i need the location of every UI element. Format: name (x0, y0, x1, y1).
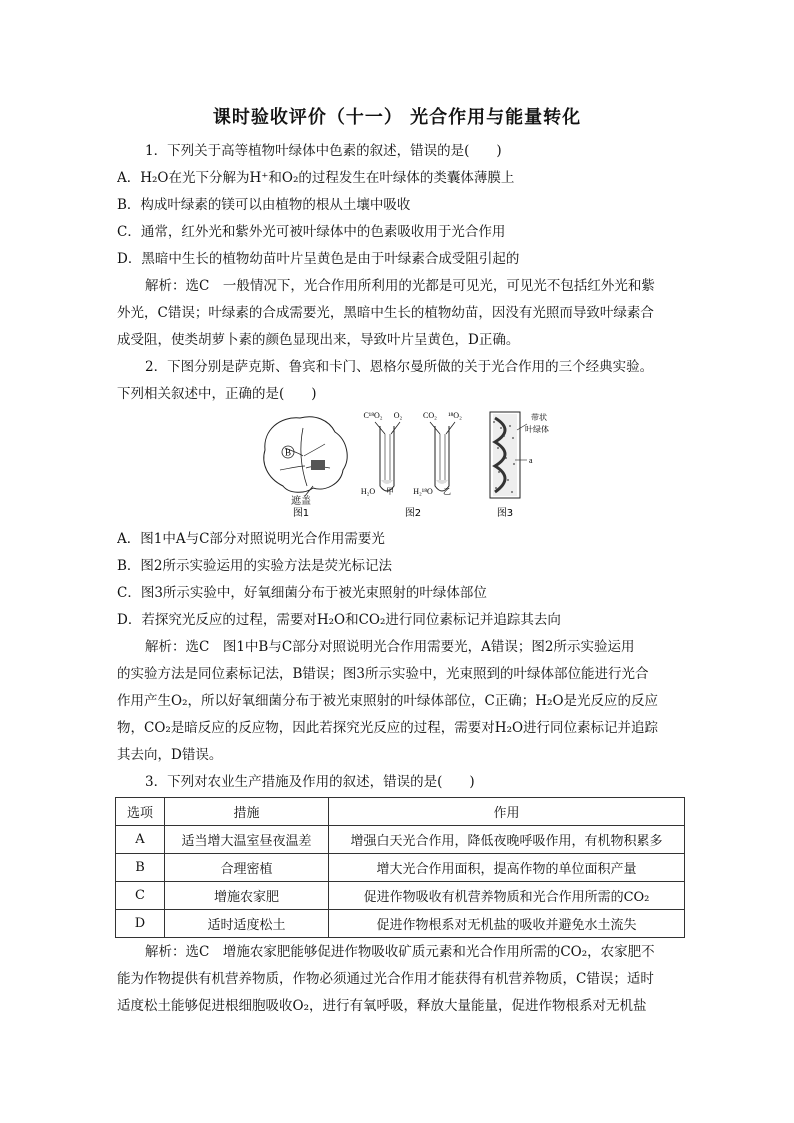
fig3-a-label: a (529, 456, 533, 465)
experiment-figure (255, 408, 555, 518)
q2-analysis-line: 其去向，D错误。 (117, 747, 223, 763)
q1-analysis-line: 解析：选C 一般情况下，光合作用所利用的光都是可见光，可见光不包括红外光和紫 (145, 278, 655, 294)
fig3-chloroplast-label: 叶绿体 (525, 425, 549, 434)
fig1-cover-label: 遮盖 (291, 496, 311, 507)
fig3-label: 图3 (496, 508, 514, 518)
tube1-output-label: O₂ (393, 411, 403, 420)
q1-option-a: A．H₂O在光下分解为H⁺和O₂的过程发生在叶绿体的类囊体薄膜上 (117, 170, 515, 186)
algae-illustration (490, 412, 549, 518)
q2-option-c: C．图3所示实验中，好氧细菌分布于被光束照射的叶绿体部位 (117, 585, 487, 601)
table-header: 作用 (329, 798, 685, 826)
tube1-input-label: C¹⁸O₂ (363, 411, 383, 420)
table-header-row (116, 798, 685, 826)
q2-option-a: A．图1中A与C部分对照说明光合作用需要光 (117, 531, 385, 547)
q3-analysis-line: 解析：选C 增施农家肥能够促进作物吸收矿质元素和光合作用所需的CO₂，农家肥不 (145, 944, 655, 960)
table-header: 措施 (165, 798, 329, 826)
table-cell: A (116, 826, 165, 854)
options-table (115, 797, 685, 938)
tube2-output-label: ¹⁸O₂ (448, 411, 462, 420)
q2-analysis-line: 解析：选C 图1中B与C部分对照说明光合作用需要光，A错误；图2所示实验运用 (145, 639, 635, 655)
q1-option-d: D．黑暗中生长的植物幼苗叶片呈黄色是由于叶绿素合成受阻引起的 (117, 251, 520, 267)
leaf-b-label: B (284, 447, 292, 458)
q2-option-d: D．若探究光反应的过程，需要对H₂O和CO₂进行同位素标记并追踪其去向 (117, 612, 561, 628)
table-cell: 促进作物吸收有机营养物质和光合作用所需的CO₂ (329, 882, 685, 910)
table-cell: 促进作物根系对无机盐的吸收并避免水土流失 (329, 910, 685, 938)
q2-analysis-line: 的实验方法是同位素标记法，B错误；图3所示实验中，光束照到的叶绿体部位能进行光合 (117, 666, 649, 682)
table-cell: 增大光合作用面积，提高作物的单位面积产量 (329, 854, 685, 882)
tube2-water-label: H₂¹⁸O (413, 487, 433, 496)
fig1-label: 图1 (292, 508, 310, 518)
q3-analysis-line: 适度松土能够促进根细胞吸收O₂，进行有氧呼吸，释放大量能量，促进作物根系对无机盐 (117, 998, 647, 1014)
q1-option-c: C．通常，红外光和紫外光可被叶绿体中的色素吸收用于光合作用 (117, 224, 506, 240)
table-row (116, 854, 685, 882)
q1-option-b: B．构成叶绿素的镁可以由植物的根从土壤中吸收 (117, 197, 411, 213)
cover-patch (311, 460, 325, 470)
table-cell: C (116, 882, 165, 910)
table-row (116, 882, 685, 910)
table-cell: 合理密植 (165, 854, 329, 882)
leaf-illustration (264, 417, 347, 518)
q3-analysis-line: 能为作物提供有机营养物质，作物必须通过光合作用才能获得有机营养物质，C错误；适时 (117, 971, 654, 987)
tube2-input-label: CO₂ (423, 411, 437, 420)
q2-stem: 下列相关叙述中，正确的是( ) (117, 386, 317, 402)
tube1-water-label: H₂O (360, 487, 376, 496)
table-cell: 增施农家肥 (165, 882, 329, 910)
fig3-band-label: 带状 (531, 413, 547, 422)
q2-analysis-line: 物，CO₂是暗反应的反应物，因此若探究光反应的过程，需要对H₂O进行同位素标记并追踪 (117, 720, 659, 736)
tube1-name: 甲 (386, 487, 394, 496)
table-cell: 适时适度松土 (165, 910, 329, 938)
table-cell: 增强白天光合作用，降低夜晚呼吸作用，有机物积累多 (329, 826, 685, 854)
table-cell: D (116, 910, 165, 938)
q2-analysis-line: 作用产生O₂，所以好氧细菌分布于被光束照射的叶绿体部位，C正确；H₂O是光反应的反应 (117, 693, 659, 709)
page-title: 课时验收评价（十一） 光合作用与能量转化 (212, 107, 582, 128)
fig2-label: 图2 (404, 508, 422, 518)
q1-analysis-line: 外光，C错误；叶绿素的合成需要光，黑暗中生长的植物幼苗，因没有光照而导致叶绿素合 (117, 305, 654, 321)
tube2-name: 乙 (443, 487, 451, 496)
q2-stem: 2．下图分别是萨克斯、鲁宾和卡门、恩格尔曼所做的关于光合作用的三个经典实验。 (145, 359, 654, 375)
tube-illustration (361, 411, 462, 518)
table-cell: 适当增大温室昼夜温差 (165, 826, 329, 854)
q1-stem: 1．下列关于高等植物叶绿体中色素的叙述，错误的是( ) (145, 143, 502, 159)
q3-stem: 3．下列对农业生产措施及作用的叙述，错误的是( ) (145, 774, 475, 790)
table-row (116, 826, 685, 854)
table-cell: B (116, 854, 165, 882)
q2-option-b: B．图2所示实验运用的实验方法是荧光标记法 (117, 558, 393, 574)
table-row (116, 910, 685, 938)
q1-analysis-line: 成受阻，使类胡萝卜素的颜色显现出来，导致叶片呈黄色，D正确。 (117, 332, 520, 348)
table-header: 选项 (116, 798, 165, 826)
